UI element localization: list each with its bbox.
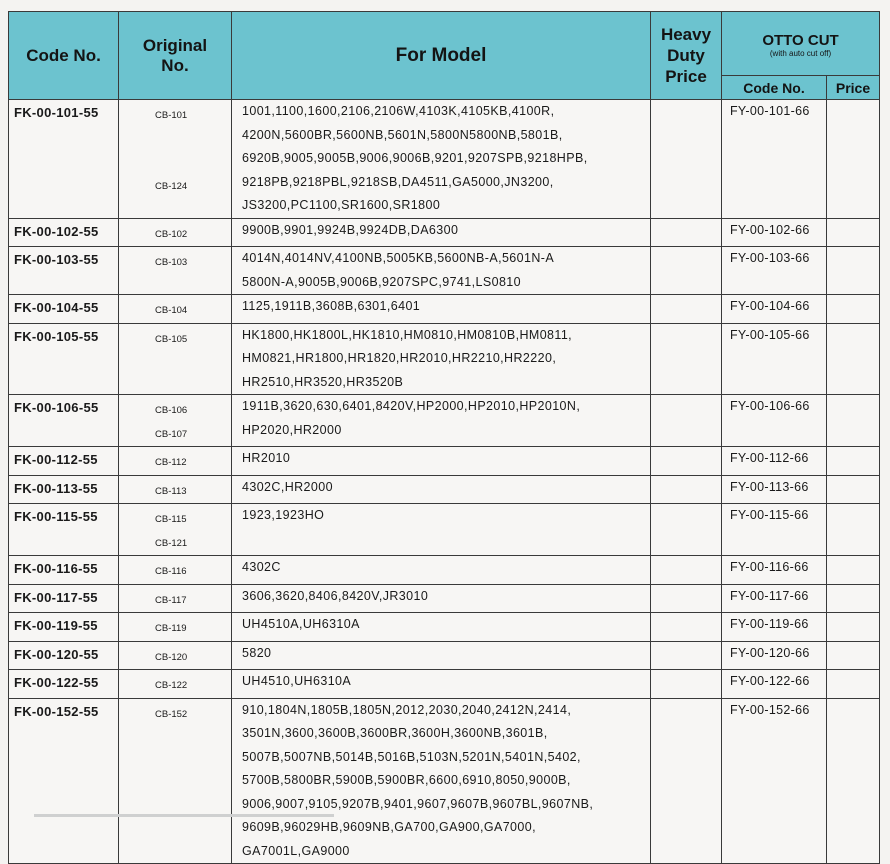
original-no-cell — [119, 641, 232, 670]
heavy-duty-price-cell — [651, 504, 722, 556]
model-list-line: 5007B,5007NB,5014B,5016B,5103N,5201N,5401N,5402, — [242, 749, 581, 764]
code-no-cell: FK-00-119-55 — [9, 613, 119, 642]
model-list-line: HK1800,HK1800L,HK1810,HM0810,HM0810B,HM0811, — [242, 327, 573, 342]
model-list-line: UH4510A,UH6310A — [242, 617, 360, 631]
otto-price-cell — [827, 556, 880, 585]
otto-code-no-cell: FY-00-113-66 — [722, 475, 827, 504]
original-no-cell — [119, 613, 232, 642]
model-list-line: 1125,1911B,3608B,6301,6401 — [242, 299, 421, 313]
original-no: CB-106 — [155, 405, 188, 416]
table-row — [9, 584, 880, 613]
model-list-line: 1001,1100,1600,2106,2106W,4103K,4105KB,4100R, — [242, 104, 555, 118]
original-no: CB-117 — [155, 594, 187, 606]
otto-code-no-cell: FY-00-116-66 — [722, 556, 827, 585]
table-row — [9, 641, 880, 670]
original-no-cell — [119, 504, 232, 556]
for-model-cell — [232, 670, 651, 699]
otto-code-no-cell: FY-00-122-66 — [722, 670, 827, 699]
model-list-line: 4200N,5600BR,5600NB,5601N,5800N5800NB,5801B, — [242, 127, 563, 142]
for-model-cell — [232, 584, 651, 613]
otto-price-cell — [827, 295, 880, 324]
original-no-cell — [119, 247, 232, 295]
model-list-line: 3501N,3600,3600B,3600BR,3600H,3600NB,3601B, — [242, 726, 548, 740]
header-for-model: For Model — [232, 12, 651, 100]
model-list-line: 4302C — [242, 560, 281, 574]
original-no-cell — [119, 698, 232, 864]
table-row — [9, 100, 880, 219]
heavy-duty-price-cell — [651, 584, 722, 613]
for-model-cell — [232, 504, 651, 556]
otto-price-cell — [827, 218, 880, 247]
model-list-line: 1923,1923HO — [242, 508, 325, 522]
for-model-cell — [232, 295, 651, 324]
header-otto-cut: OTTO CUT (with auto cut off) — [722, 12, 880, 76]
code-no-cell: FK-00-116-55 — [9, 556, 119, 585]
heavy-duty-price-cell — [651, 556, 722, 585]
heavy-duty-price-cell — [651, 641, 722, 670]
otto-price-cell — [827, 100, 880, 219]
original-no: CB-124 — [155, 180, 188, 192]
table-row — [9, 504, 880, 556]
otto-price-cell — [827, 323, 880, 395]
original-no: CB-103 — [155, 257, 188, 268]
original-no: CB-116 — [155, 566, 187, 577]
otto-price-cell — [827, 698, 880, 864]
original-no-cell — [119, 556, 232, 585]
code-no-cell: FK-00-101-55 — [9, 100, 119, 219]
original-no: CB-105 — [155, 333, 188, 345]
table-row — [9, 698, 880, 864]
otto-code-no-cell: FY-00-102-66 — [722, 218, 827, 247]
table-row — [9, 218, 880, 247]
table-row — [9, 556, 880, 585]
for-model-cell — [232, 613, 651, 642]
otto-price-cell — [827, 641, 880, 670]
model-list-line: 6920B,9005,9005B,9006,9006B,9201,9207SPB,9218HPB, — [242, 151, 588, 165]
table-row — [9, 670, 880, 699]
heavy-duty-price-cell — [651, 698, 722, 864]
code-no-cell: FK-00-104-55 — [9, 295, 119, 324]
heavy-duty-price-cell — [651, 247, 722, 295]
original-no: CB-152 — [155, 708, 188, 720]
model-list-line: 5800N-A,9005B,9006B,9207SPC,9741,LS0810 — [242, 274, 522, 289]
model-list-line: 9609B,96029HB,9609NB,GA700,GA900,GA7000, — [242, 820, 536, 834]
otto-price-cell — [827, 447, 880, 476]
heavy-duty-price-cell — [651, 100, 722, 219]
for-model-cell — [232, 323, 651, 395]
model-list-line: 9006,9007,9105,9207B,9401,9607,9607B,9607BL,9607NB, — [242, 796, 594, 811]
original-no: CB-113 — [155, 485, 187, 497]
model-list-line: 4014N,4014NV,4100NB,5005KB,5600NB-A,5601N-A — [242, 251, 555, 265]
original-no-cell — [119, 323, 232, 395]
original-no: CB-115 — [155, 514, 187, 525]
otto-price-cell — [827, 395, 880, 447]
model-list-line: 9218PB,9218PBL,9218SB,DA4511,GA5000,JN3200, — [242, 174, 554, 189]
heavy-duty-price-cell — [651, 323, 722, 395]
original-no-cell — [119, 584, 232, 613]
otto-code-no-cell: FY-00-117-66 — [722, 584, 827, 613]
header-heavy-duty-price: Heavy Duty Price — [651, 12, 722, 100]
table-body — [9, 100, 880, 864]
otto-code-no-cell: FY-00-119-66 — [722, 613, 827, 642]
header-otto-code-no: Code No. — [722, 76, 827, 100]
heavy-duty-price-cell — [651, 475, 722, 504]
code-no-cell: FK-00-102-55 — [9, 218, 119, 247]
for-model-cell — [232, 475, 651, 504]
model-list-line: 5820 — [242, 645, 272, 660]
otto-code-no-cell: FY-00-105-66 — [722, 323, 827, 395]
model-list-line: UH4510,UH6310A — [242, 674, 352, 688]
original-no: CB-102 — [155, 228, 188, 240]
model-list-line: HP2020,HR2000 — [242, 422, 342, 437]
otto-price-cell — [827, 504, 880, 556]
heavy-duty-price-cell — [651, 613, 722, 642]
model-list-line: 1911B,3620,630,6401,8420V,HP2000,HP2010,HP2010N, — [242, 399, 581, 413]
model-list-line: 5700B,5800BR,5900B,5900BR,6600,6910,8050,9000B, — [242, 773, 571, 787]
heavy-duty-price-cell — [651, 218, 722, 247]
otto-price-cell — [827, 670, 880, 699]
for-model-cell — [232, 641, 651, 670]
catalog-table — [8, 11, 880, 864]
table-header — [9, 12, 880, 100]
otto-code-no-cell: FY-00-112-66 — [722, 447, 827, 476]
bottom-divider — [34, 814, 334, 817]
table-row — [9, 613, 880, 642]
table-row — [9, 475, 880, 504]
original-no-cell — [119, 475, 232, 504]
otto-code-no-cell: FY-00-106-66 — [722, 395, 827, 447]
original-no: CB-121 — [155, 537, 188, 549]
otto-code-no-cell: FY-00-115-66 — [722, 504, 827, 556]
for-model-cell — [232, 698, 651, 864]
otto-code-no-cell: FY-00-104-66 — [722, 295, 827, 324]
original-no: CB-107 — [155, 428, 188, 440]
table-row — [9, 447, 880, 476]
model-list-line: 910,1804N,1805B,1805N,2012,2030,2040,2412N,2414, — [242, 702, 572, 717]
table-row — [9, 395, 880, 447]
for-model-cell — [232, 247, 651, 295]
original-no-cell — [119, 447, 232, 476]
table-row — [9, 295, 880, 324]
otto-code-no-cell: FY-00-152-66 — [722, 698, 827, 864]
heavy-duty-price-cell — [651, 395, 722, 447]
original-no: CB-119 — [155, 623, 187, 634]
for-model-cell — [232, 395, 651, 447]
original-no: CB-104 — [155, 305, 188, 316]
code-no-cell: FK-00-103-55 — [9, 247, 119, 295]
heavy-duty-price-cell — [651, 295, 722, 324]
model-list-line: 4302C,HR2000 — [242, 479, 333, 494]
for-model-cell — [232, 218, 651, 247]
code-no-cell: FK-00-115-55 — [9, 504, 119, 556]
original-no: CB-112 — [155, 457, 187, 468]
code-no-cell: FK-00-122-55 — [9, 670, 119, 699]
otto-price-cell — [827, 475, 880, 504]
original-no-cell — [119, 218, 232, 247]
table-row — [9, 247, 880, 295]
header-otto-cut-subtitle: (with auto cut off) — [769, 48, 832, 58]
original-no: CB-122 — [155, 680, 188, 691]
original-no: CB-101 — [155, 110, 188, 121]
model-list-line: HR2510,HR3520,HR3520B — [242, 374, 404, 389]
heavy-duty-price-cell — [651, 447, 722, 476]
for-model-cell — [232, 556, 651, 585]
model-list-line: HM0821,HR1800,HR1820,HR2010,HR2210,HR2220, — [242, 351, 557, 365]
model-list-line: GA7001L,GA9000 — [242, 843, 350, 858]
code-no-cell: FK-00-105-55 — [9, 323, 119, 395]
table-row — [9, 323, 880, 395]
header-original-no: Original No. — [119, 12, 232, 100]
original-no-cell — [119, 100, 232, 219]
otto-code-no-cell: FY-00-120-66 — [722, 641, 827, 670]
code-no-cell: FK-00-113-55 — [9, 475, 119, 504]
otto-code-no-cell: FY-00-101-66 — [722, 100, 827, 219]
heavy-duty-price-cell — [651, 670, 722, 699]
model-list-line: JS3200,PC1100,SR1600,SR1800 — [242, 198, 441, 212]
code-no-cell: FK-00-106-55 — [9, 395, 119, 447]
model-list-line: 3606,3620,8406,8420V,JR3010 — [242, 588, 429, 603]
otto-price-cell — [827, 247, 880, 295]
code-no-cell: FK-00-117-55 — [9, 584, 119, 613]
model-list-line: 9900B,9901,9924B,9924DB,DA6300 — [242, 222, 459, 237]
for-model-cell — [232, 447, 651, 476]
header-code-no: Code No. — [9, 12, 119, 100]
code-no-cell: FK-00-120-55 — [9, 641, 119, 670]
otto-code-no-cell: FY-00-103-66 — [722, 247, 827, 295]
code-no-cell: FK-00-152-55 — [9, 698, 119, 864]
otto-price-cell — [827, 584, 880, 613]
code-no-cell: FK-00-112-55 — [9, 447, 119, 476]
original-no: CB-120 — [155, 651, 188, 663]
original-no-cell — [119, 295, 232, 324]
otto-price-cell — [827, 613, 880, 642]
for-model-cell — [232, 100, 651, 219]
original-no-cell — [119, 395, 232, 447]
original-no-cell — [119, 670, 232, 699]
header-otto-price: Price — [827, 76, 880, 100]
model-list-line: HR2010 — [242, 451, 291, 465]
